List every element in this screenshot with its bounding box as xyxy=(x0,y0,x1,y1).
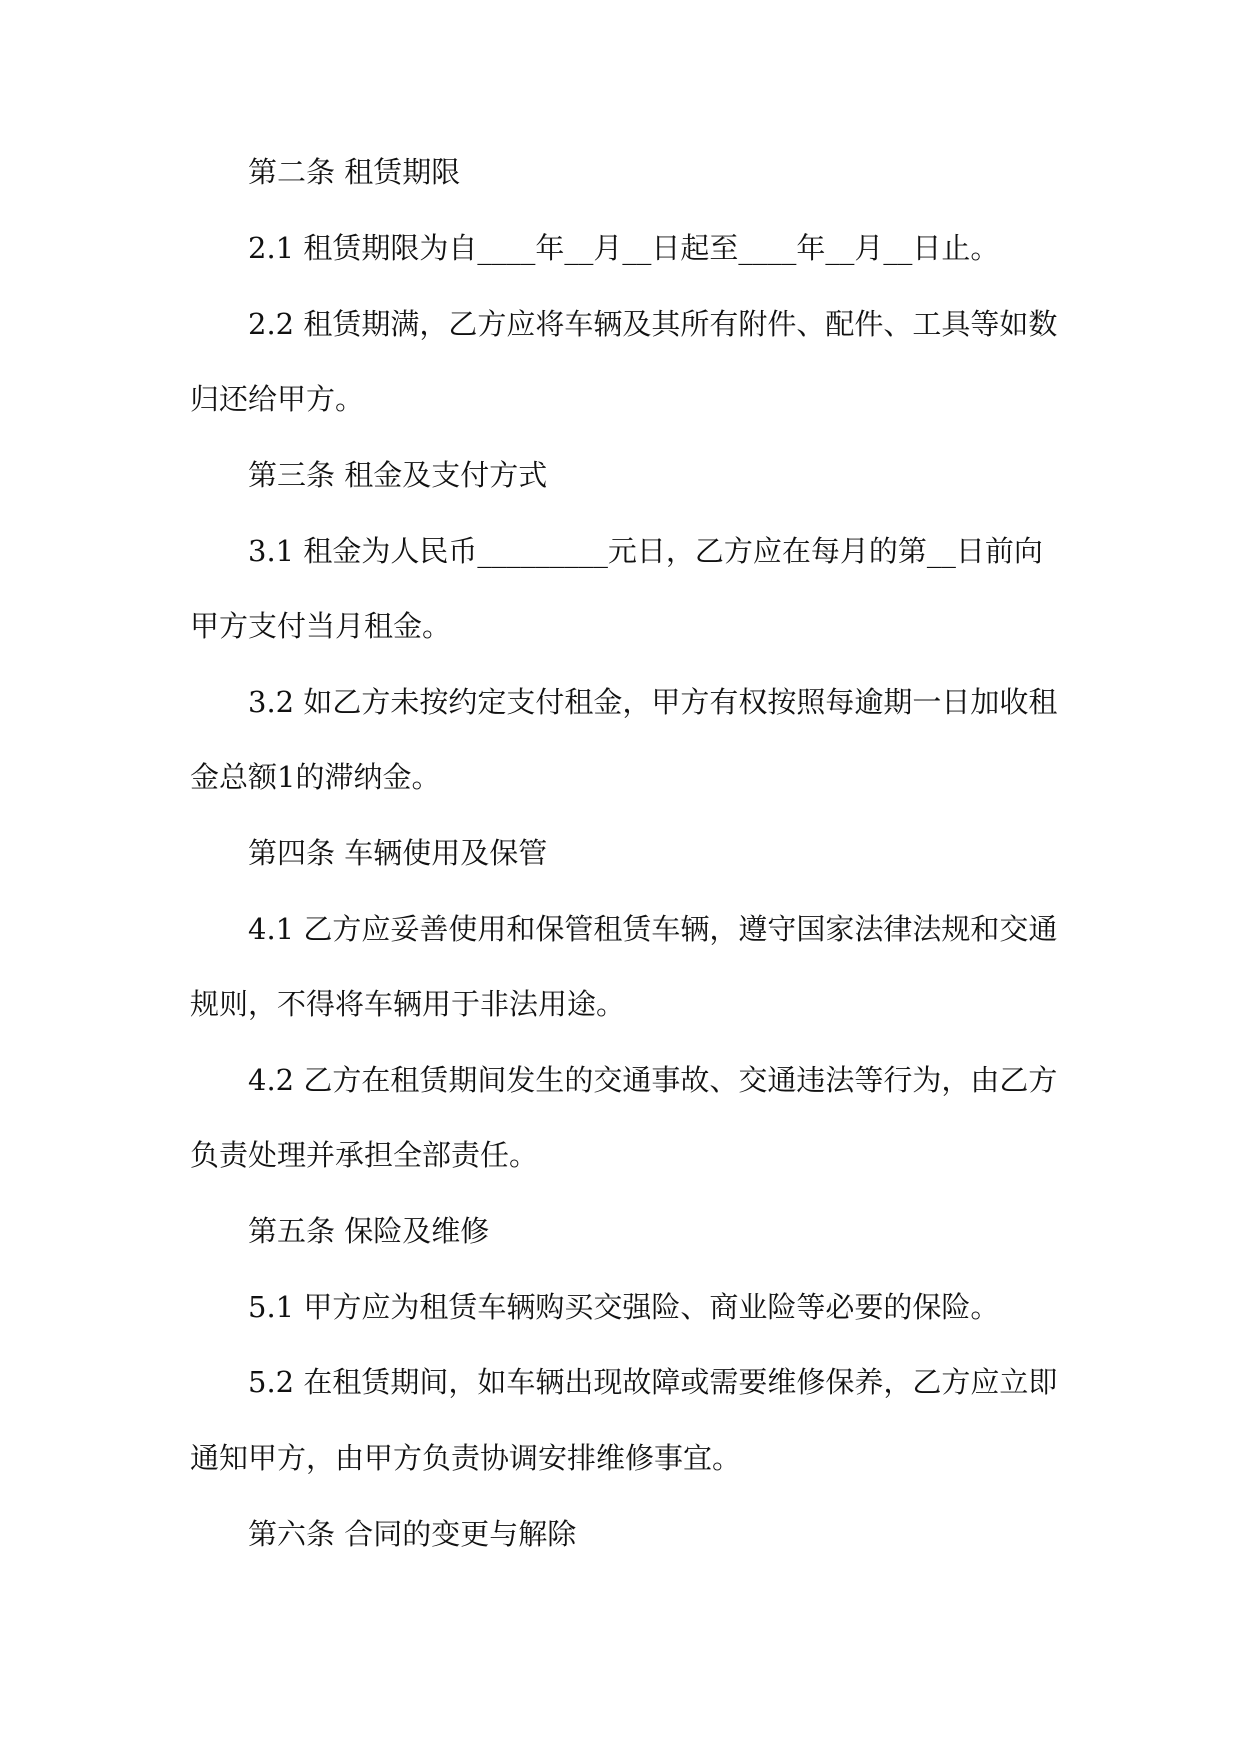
section-heading-rent: 第三条 租金及支付方式 xyxy=(248,458,548,492)
clause-2-2-line-1: 2.2 租赁期满，乙方应将车辆及其所有附件、配件、工具等如数 xyxy=(248,307,1058,341)
section-heading-insurance: 第五条 保险及维修 xyxy=(248,1214,490,1248)
clause-5-2-line-1: 5.2 在租赁期间，如车辆出现故障或需要维修保养，乙方应立即 xyxy=(248,1365,1058,1399)
clause-4-2-line-1: 4.2 乙方在租赁期间发生的交通事故、交通违法等行为，由乙方 xyxy=(248,1063,1058,1097)
clause-3-2-line-1: 3.2 如乙方未按约定支付租金，甲方有权按照每逾期一日加收租 xyxy=(248,685,1058,719)
clause-2-1: 2.1 租赁期限为自____年__月__日起至____年__月__日止。 xyxy=(248,231,1000,265)
clause-3-1-line-1: 3.1 租金为人民币_________元日，乙方应在每月的第__日前向 xyxy=(248,534,1043,568)
clause-4-1-line-1: 4.1 乙方应妥善使用和保管租赁车辆，遵守国家法律法规和交通 xyxy=(248,912,1058,946)
clause-5-2-line-2: 通知甲方，由甲方负责协调安排维修事宜。 xyxy=(190,1441,742,1475)
clause-3-2-line-2: 金总额1的滞纳金。 xyxy=(190,760,441,794)
clause-4-1-line-2: 规则，不得将车辆用于非法用途。 xyxy=(190,987,626,1021)
clause-5-1: 5.1 甲方应为租赁车辆购买交强险、商业险等必要的保险。 xyxy=(248,1290,1000,1324)
section-heading-term: 第二条 租赁期限 xyxy=(248,155,461,189)
clause-3-1-line-2: 甲方支付当月租金。 xyxy=(190,609,452,643)
clause-2-2-line-2: 归还给甲方。 xyxy=(190,382,365,416)
clause-4-2-line-2: 负责处理并承担全部责任。 xyxy=(190,1138,539,1172)
section-heading-modification: 第六条 合同的变更与解除 xyxy=(248,1517,577,1551)
section-heading-use: 第四条 车辆使用及保管 xyxy=(248,836,548,870)
